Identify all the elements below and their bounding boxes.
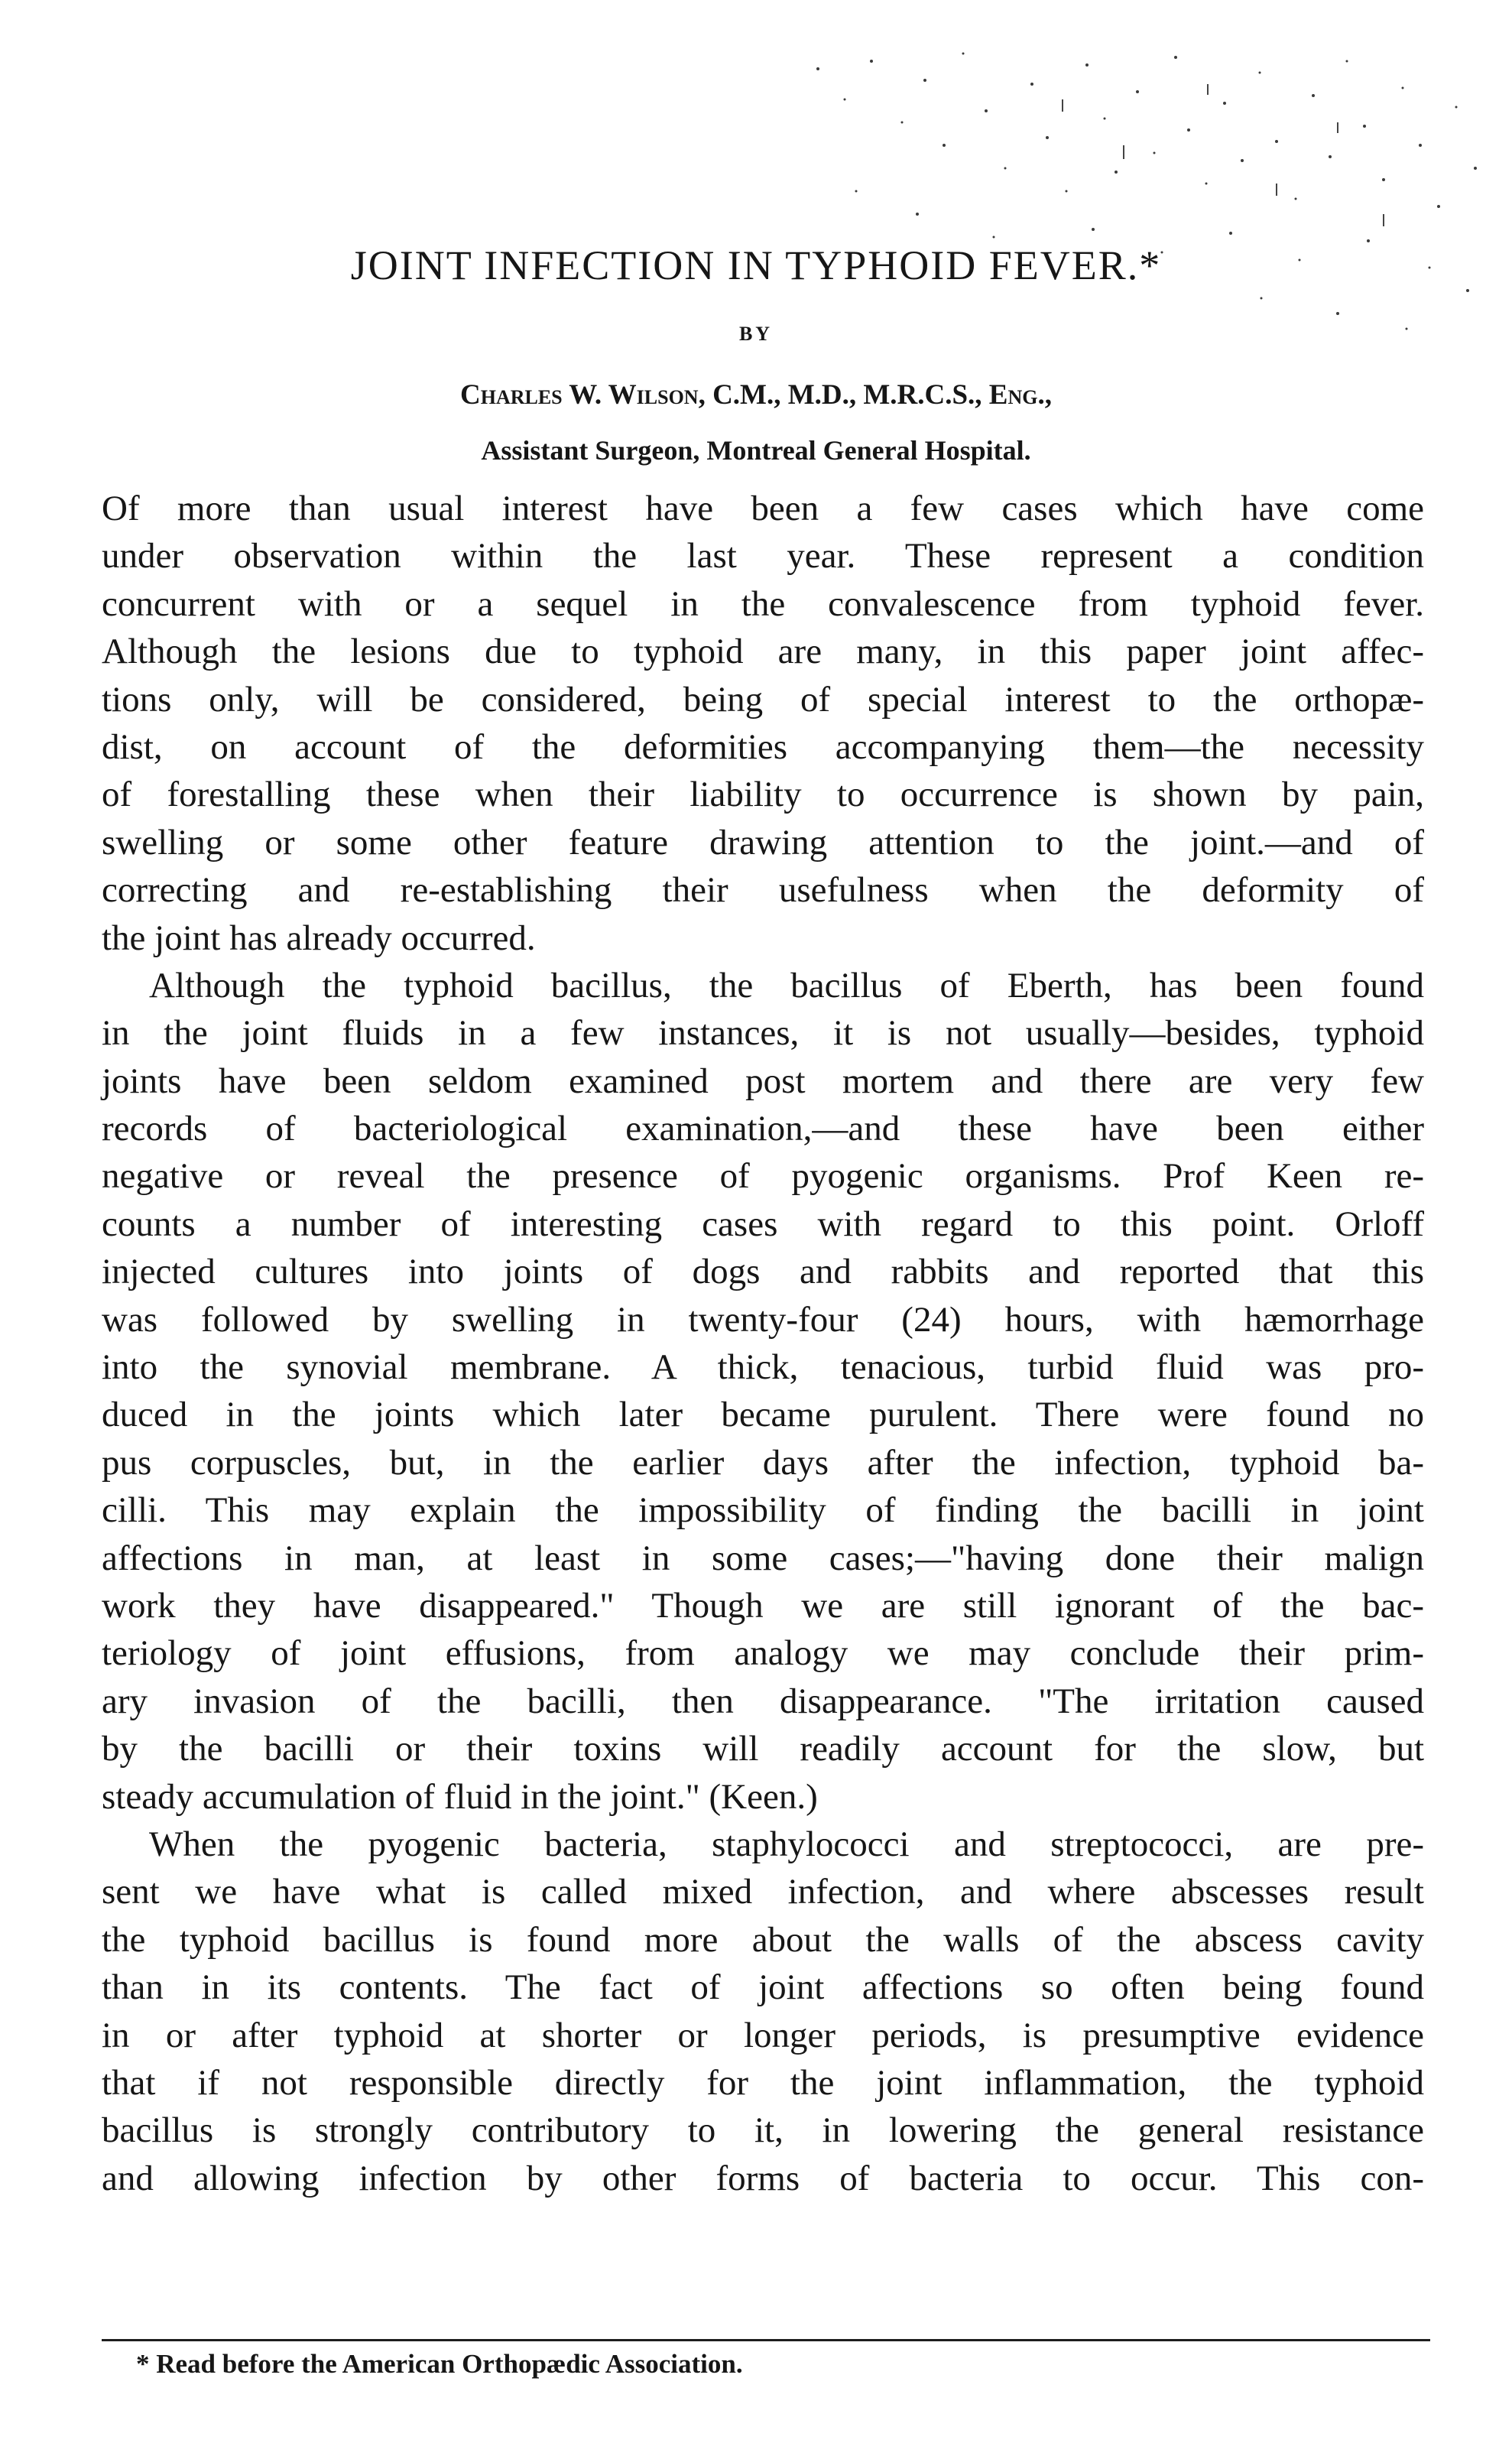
text-line: concurrent with or a sequel in the convalescence from typhoid fever. xyxy=(102,583,1424,624)
text-line: joints have been seldom examined post mortem and there are very few xyxy=(102,1061,1424,1101)
text-line: was followed by swelling in twenty-four (24) hours, with hæmorrhage xyxy=(102,1299,1424,1340)
text-line: Although the lesions due to typhoid are many, in this paper joint affec- xyxy=(102,632,1424,672)
text-line: duced in the joints which later became purulent. There were found no xyxy=(102,1395,1424,1435)
article-body xyxy=(102,485,1424,2202)
text-line: Although the typhoid bacillus, the bacillus of Eberth, has been found xyxy=(149,965,1424,1005)
text-line: pus corpuscles, but, in the earlier days after the infection, typhoid ba- xyxy=(102,1442,1424,1483)
text-line: bacillus is strongly contributory to it, in lowering the general resistance xyxy=(102,2110,1424,2151)
text-line: the typhoid bacillus is found more about the walls of the abscess cavity xyxy=(102,1919,1424,1960)
text-line: of forestalling these when their liability to occurrence is shown by pain, xyxy=(102,775,1424,815)
paragraph xyxy=(102,485,1424,962)
text-line: tions only, will be considered, being of special interest to the orthopæ- xyxy=(102,679,1424,720)
text-line: by the bacilli or their toxins will readily account for the slow, but xyxy=(102,1729,1424,1769)
author-affiliation: Assistant Surgeon, Montreal General Hospital. xyxy=(481,435,1031,466)
text-line: under observation within the last year. These represent a condition xyxy=(102,536,1424,577)
text-line: steady accumulation of fluid in the joint." (Keen.) xyxy=(102,1776,818,1817)
text-line: injected cultures into joints of dogs and rabbits and reported that this xyxy=(102,1252,1424,1292)
text-line: in the joint fluids in a few instances, it is not usually—besides, typhoid xyxy=(102,1013,1424,1054)
article-title: JOINT INFECTION IN TYPHOID FEVER.* xyxy=(350,242,1162,288)
text-line: teriology of joint effusions, from analogy we may conclude their prim- xyxy=(102,1633,1424,1674)
text-line: swelling or some other feature drawing attention to the joint.—and of xyxy=(102,822,1424,863)
text-line: ary invasion of the bacilli, then disappearance. "The irritation caused xyxy=(102,1681,1424,1721)
paragraph xyxy=(102,1821,1424,2202)
byline: BY xyxy=(738,323,774,345)
text-line: and allowing infection by other forms of bacteria to occur. This con- xyxy=(102,2158,1424,2198)
text-line: dist, on account of the deformities accompanying them—the necessity xyxy=(102,726,1424,767)
text-line: into the synovial membrane. A thick, tenacious, turbid fluid was pro- xyxy=(102,1347,1424,1388)
text-line: correcting and re-establishing their usefulness when the deformity of xyxy=(102,870,1424,911)
text-line: than in its contents. The fact of joint affections so often being found xyxy=(102,1967,1424,2008)
text-line: affections in man, at least in some cases;—"having done their malign xyxy=(102,1538,1424,1578)
footnote: * Read before the American Orthopædic Association. xyxy=(136,2349,743,2379)
footnote-rule xyxy=(102,2339,1430,2341)
text-line: work they have disappeared." Though we are still ignorant of the bac- xyxy=(102,1585,1424,1626)
author-name: Charles W. Wilson, C.M., M.D., M.R.C.S., Eng., xyxy=(460,379,1052,411)
paragraph xyxy=(102,962,1424,1821)
text-line: When the pyogenic bacteria, staphylococci and streptococci, are pre- xyxy=(149,1824,1424,1864)
scan-speckle-noise xyxy=(803,38,1491,359)
text-line: in or after typhoid at shorter or longer periods, is presumptive evidence xyxy=(102,2015,1424,2055)
text-line: cilli. This may explain the impossibility of finding the bacilli in joint xyxy=(102,1490,1424,1531)
text-line: records of bacteriological examination,—and these have been either xyxy=(102,1109,1424,1149)
text-line: negative or reveal the presence of pyogenic organisms. Prof Keen re- xyxy=(102,1156,1424,1197)
text-line: Of more than usual interest have been a few cases which have come xyxy=(102,489,1424,528)
text-line: the joint has already occurred. xyxy=(102,918,536,958)
text-line: sent we have what is called mixed infection, and where abscesses result xyxy=(102,1872,1424,1912)
text-line: that if not responsible directly for the joint inflammation, the typhoid xyxy=(102,2062,1424,2103)
text-line: counts a number of interesting cases with regard to this point. Orloff xyxy=(102,1204,1424,1244)
